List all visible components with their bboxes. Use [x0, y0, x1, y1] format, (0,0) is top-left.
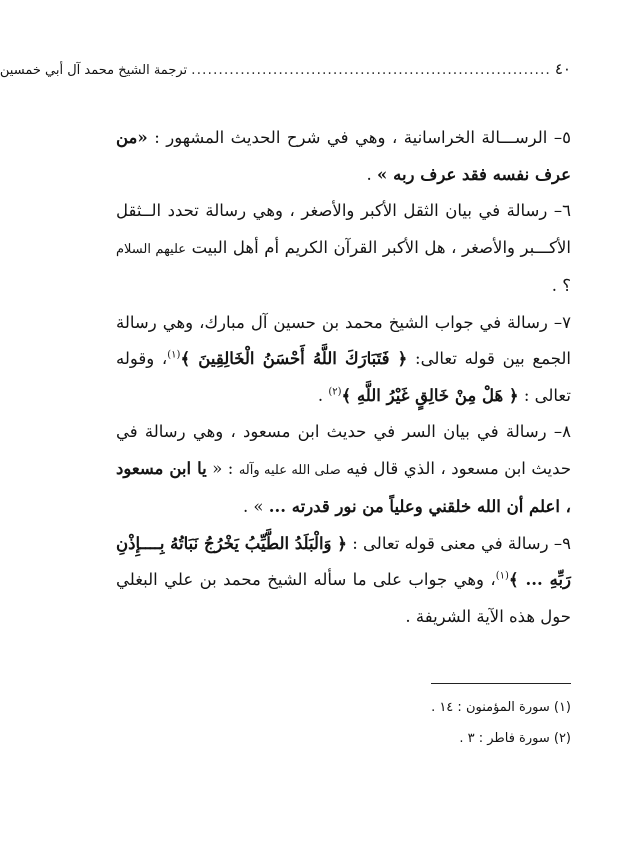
item-8-end: » .: [242, 497, 269, 516]
running-title: ترجمة الشيخ محمد آل أبي خمسين: [0, 63, 188, 78]
item-5-text: ٥– الرســـالة الخراسانية ، وهي في شرح الحديث المشهور :: [154, 128, 571, 147]
list-item-7: [116, 305, 571, 415]
footnote-ref-3: (١): [495, 570, 509, 582]
book-page: [0, 60, 572, 635]
hadith-quote: يا ابن مسعود ، اعلم أن الله خلقني وعلياً من نور قدرته ...: [116, 458, 571, 516]
leader-dots: ..................................................................: [191, 62, 551, 78]
list-item-5: [116, 120, 571, 193]
footnote-ref-1: (١): [167, 349, 181, 361]
item-7-end: .: [317, 385, 329, 405]
main-text: [116, 120, 571, 635]
item-6-end: ؟ .: [551, 276, 571, 295]
running-header: [0, 60, 571, 82]
quranic-verse-1: ﴿ فَتَبَارَكَ اللَّهُ أَحْسَنُ الْخَالِقِينَ ﴾: [180, 349, 408, 368]
footnote-divider: [431, 683, 571, 684]
item-5-quote: «من عرف نفسه فقد عرف ربه »: [116, 128, 571, 184]
quranic-verse-3: ﴿ وَالْبَلَدُ الطَّيِّبُ يَخْرُجُ نَبَاتُهُ بِــــإِذْنِ رَبِّهِ ... ﴾: [116, 533, 571, 589]
honorific-glyph: صلى الله عليه وآله: [238, 462, 341, 478]
item-8-middle: : «: [206, 458, 239, 478]
list-item-6: [116, 193, 571, 305]
item-9-text: ٩– رسالة في معنى قوله تعالى :: [346, 533, 571, 553]
item-9-end: ، وهي جواب على ما سأله الشيخ محمد بن علي البغلي حول هذه الآية الشريفة .: [116, 570, 571, 626]
page-number: ٤٠: [554, 60, 571, 78]
list-item-9: [116, 526, 571, 636]
footnote-1: (١) سورة المؤمنون : ١٤ .: [431, 700, 571, 715]
item-7-text: ٧– رسالة في جواب الشيخ محمد بن حسين آل مبارك، وهي رسالة الجمع بين قوله تعالى:: [116, 312, 571, 368]
footnotes: [116, 692, 571, 754]
footnote-2: (٢) سورة فاطر : ٣ .: [459, 731, 571, 746]
item-7-middle: ، وقوله تعالى :: [116, 349, 571, 405]
honorific-glyph: عليهم السلام: [116, 241, 187, 257]
footnote-ref-2: (٢): [328, 386, 342, 397]
list-item-8: [116, 414, 571, 526]
item-6-text: ٦– رسالة في بيان الثقل الأكبر والأصغر ، وهي رسالة تحدد الــثقل الأكـــبر والأصغر ، هل الأكبر القرآن الكريم أم أهل البيت: [116, 201, 571, 257]
item-8-text: ٨– رسالة في بيان السر في حديث ابن مسعود ، وهي رسالة في حديث ابن مسعود ، الذي قال فيه: [116, 422, 572, 478]
quranic-verse-2: ﴿ هَلْ مِنْ خَالِقٍ غَيْرُ اللَّهِ ﴾: [341, 385, 519, 405]
item-5-end: .: [366, 164, 378, 184]
